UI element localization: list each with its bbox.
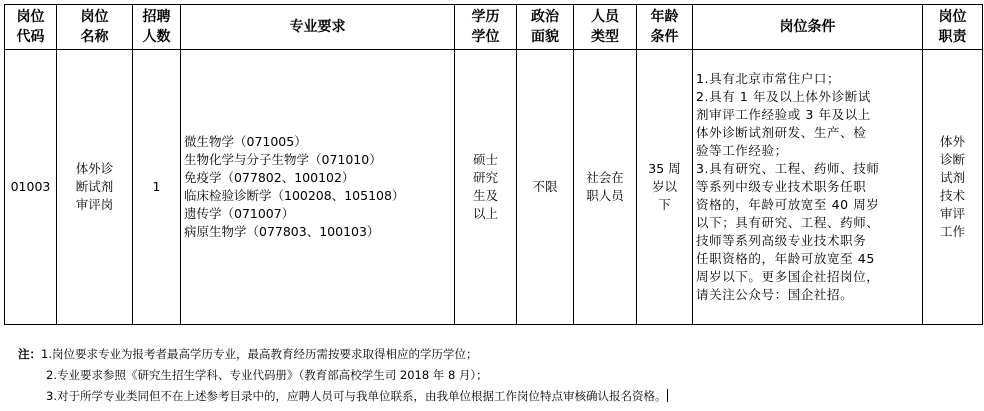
header-age: 年龄 条件 bbox=[637, 5, 693, 50]
condition-line: 体外诊断试剂研发、生产、检 bbox=[696, 125, 867, 140]
notes-label: 注： bbox=[18, 347, 41, 361]
header-major: 专业要求 bbox=[181, 5, 455, 50]
cell-code: 01003 bbox=[5, 50, 57, 325]
header-code: 岗位 代码 bbox=[5, 5, 57, 50]
header-name: 岗位 名称 bbox=[57, 5, 133, 50]
header-education: 学历 学位 bbox=[455, 5, 517, 50]
cell-duty: 体外 诊断 试剂 技术 审评 工作 bbox=[923, 50, 983, 325]
header-duty: 岗位 职责 bbox=[923, 5, 983, 50]
condition-line: 周岁以下。更多国企社招岗位， bbox=[696, 269, 880, 284]
list-item: 生物化学与分子生物学（071010） bbox=[184, 152, 382, 167]
list-item: 微生物学（071005） bbox=[184, 134, 307, 149]
cell-name: 体外诊 断试剂 审评岗 bbox=[57, 50, 133, 325]
cell-education: 硕士 研究 生及 以上 bbox=[455, 50, 517, 325]
condition-line: 剂审评工作经验或 3 年及以上 bbox=[696, 107, 871, 122]
cell-political: 不限 bbox=[517, 50, 574, 325]
header-political: 政治 面貌 bbox=[517, 5, 574, 50]
cell-personnel: 社会在 职人员 bbox=[574, 50, 637, 325]
condition-line: 3.具有研究、工程、药师、技师 bbox=[696, 161, 880, 176]
cell-conditions bbox=[693, 50, 923, 325]
condition-line: 任职资格的，年龄可放宽至 45 bbox=[696, 251, 875, 266]
text-cursor bbox=[667, 389, 668, 402]
condition-line: 1.具有北京市常住户口； bbox=[696, 71, 841, 86]
notes bbox=[18, 344, 668, 407]
header-count: 招聘 人数 bbox=[133, 5, 181, 50]
cell-majors bbox=[181, 50, 455, 325]
note-item: 注：1.岗位要求专业为报考者最高学历专业，最高教育经历需按要求取得相应的学历学位； bbox=[18, 347, 478, 361]
list-item: 免疫学（077802、100102） bbox=[184, 170, 355, 185]
cell-count: 1 bbox=[133, 50, 181, 325]
condition-line: 验等工作经验； bbox=[696, 143, 788, 158]
note-item: 3.对于所学专业类同但不在上述参考目录中的，应聘人员可与我单位联系，由我单位根据工作岗位特点审核确认报名资格。 bbox=[46, 389, 667, 403]
condition-line: 请关注公众号：国企社招。 bbox=[696, 287, 854, 302]
cell-age: 35 周 岁以 下 bbox=[637, 50, 693, 325]
condition-line: 等系列中级专业技术职务任职 bbox=[696, 179, 867, 194]
list-item: 临床检验诊断学（100208、105108） bbox=[184, 188, 405, 203]
condition-line: 以下；具有研究、工程、药师、 bbox=[696, 215, 880, 230]
table-row bbox=[5, 50, 983, 325]
condition-line: 技师等系列高级专业技术职务 bbox=[696, 233, 867, 248]
list-item: 病原生物学（077803、100103） bbox=[184, 224, 380, 239]
note-item: 2.专业要求参照《研究生招生学科、专业代码册》（教育部高校学生司 2018 年 8 月）； bbox=[46, 368, 488, 382]
header-personnel: 人员 类型 bbox=[574, 5, 637, 50]
header-row bbox=[5, 5, 983, 50]
header-conditions: 岗位条件 bbox=[693, 5, 923, 50]
condition-line: 2.具有 1 年及以上体外诊断试 bbox=[696, 89, 871, 104]
list-item: 遗传学（071007） bbox=[184, 206, 295, 221]
job-table bbox=[4, 4, 983, 325]
condition-line: 资格的，年龄可放宽至 40 周岁 bbox=[696, 197, 880, 212]
